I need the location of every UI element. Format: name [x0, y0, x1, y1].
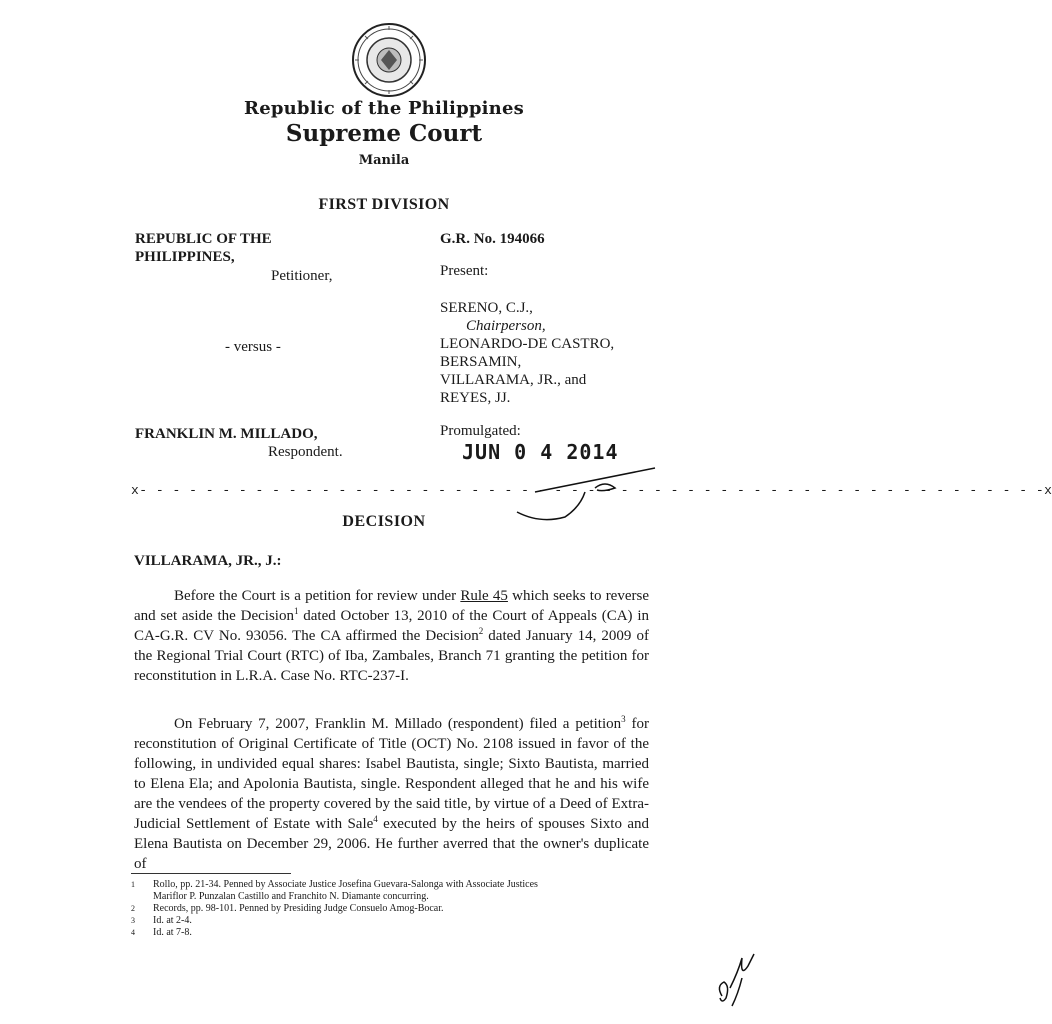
supreme-court-seal	[351, 22, 427, 98]
promulgated-date-stamp: JUN 0 4 2014	[462, 440, 619, 464]
petitioner-name-line2: PHILIPPINES,	[135, 249, 235, 265]
petitioner-name-line1: REPUBLIC OF THE	[135, 231, 272, 247]
footnote-ref-2: 2	[478, 626, 484, 636]
footnote-3: 3 Id. at 2-4.	[131, 915, 192, 926]
versus-label: - versus -	[225, 339, 281, 355]
footnote-4: 4 Id. at 7-8.	[131, 927, 192, 938]
justice-chairperson: Chairperson,	[466, 318, 546, 334]
present-label: Present:	[440, 263, 489, 279]
division-title: FIRST DIVISION	[318, 196, 450, 213]
footnote-2: 2 Records, pp. 98-101. Penned by Presiding Judge Consuelo Amog-Bocar.	[131, 903, 444, 914]
header-republic: Republic of the Philippines	[244, 98, 524, 119]
paragraph-2: On February 7, 2007, Franklin M. Millado (respondent) filed a petition$^3$ for reconstitution of Original Certificate of Title (OCT) No. 2108 issued in favor of the following, in undivided equal shares: Isabel Bautista, single; Sixto Bautista, married to Elena Ela; and Apolonia Bautista, single. Respondent alleged that he and his wife are the vendees of the property covered by the said title, by virtue of a Deed of Extra-Judicial Settlement of Estate with Sale$^4$ executed by the heirs of spouses Sixto and Elena Bautista on December 29, 2006. He further averred that the owner's duplicate of	[134, 714, 649, 872]
footnote-ref-3: 3	[621, 714, 626, 724]
petitioner-role: Petitioner,	[271, 268, 333, 284]
handwritten-initials	[712, 948, 760, 1010]
justice-leonardo-de-castro: LEONARDO-DE CASTRO,	[440, 336, 615, 352]
footnote-rule	[131, 873, 291, 874]
ponente: VILLARAMA, JR., J.:	[134, 553, 282, 569]
paragraph-1: Before the Court is a petition for review under Rule 45 which seeks to reverse and set aside the Decision$^1$ dated October 13, 2010 of the Court of Appeals (CA) in CA-G.R. CV No. 93056. The CA affirmed the Decision$^2$ dated January 14, 2009 of the Regional Trial Court (RTC) of Iba, Zambales, Branch 71 granting the petition for reconstitution in L.R.A. Case No. RTC-237-I.	[134, 588, 649, 684]
gr-number: G.R. No. 194066	[440, 231, 545, 247]
promulgated-label: Promulgated:	[440, 423, 521, 439]
footnote-ref-1: 1	[293, 606, 299, 616]
decision-title: DECISION	[342, 513, 426, 530]
header-supreme-court: Supreme Court	[285, 120, 483, 147]
justice-villarama: VILLARAMA, JR., and	[440, 372, 587, 388]
separator-line: x- - - - - - - - - - - - - - - - - - - - - - - - - - - - - - - - - - - - - - - - - - - - - - - - - - - - - - -x	[131, 483, 1052, 498]
header-manila: Manila	[358, 153, 410, 168]
justice-bersamin: BERSAMIN,	[440, 354, 522, 370]
respondent-role: Respondent.	[268, 444, 343, 460]
justice-reyes: REYES, JJ.	[440, 390, 511, 406]
rule-45-link: Rule 45	[460, 588, 508, 604]
justice-sereno: SERENO, C.J.,	[440, 300, 533, 316]
respondent-name: FRANKLIN M. MILLADO,	[135, 426, 318, 442]
footnote-1: 1 Rollo, pp. 21-34. Penned by Associate Justice Josefina Guevara-Salonga with Associate Justices Mariflor P. Punzalan Castillo and Franchito N. Diamante concurring.	[131, 879, 538, 902]
footnote-ref-4: 4	[373, 814, 378, 824]
